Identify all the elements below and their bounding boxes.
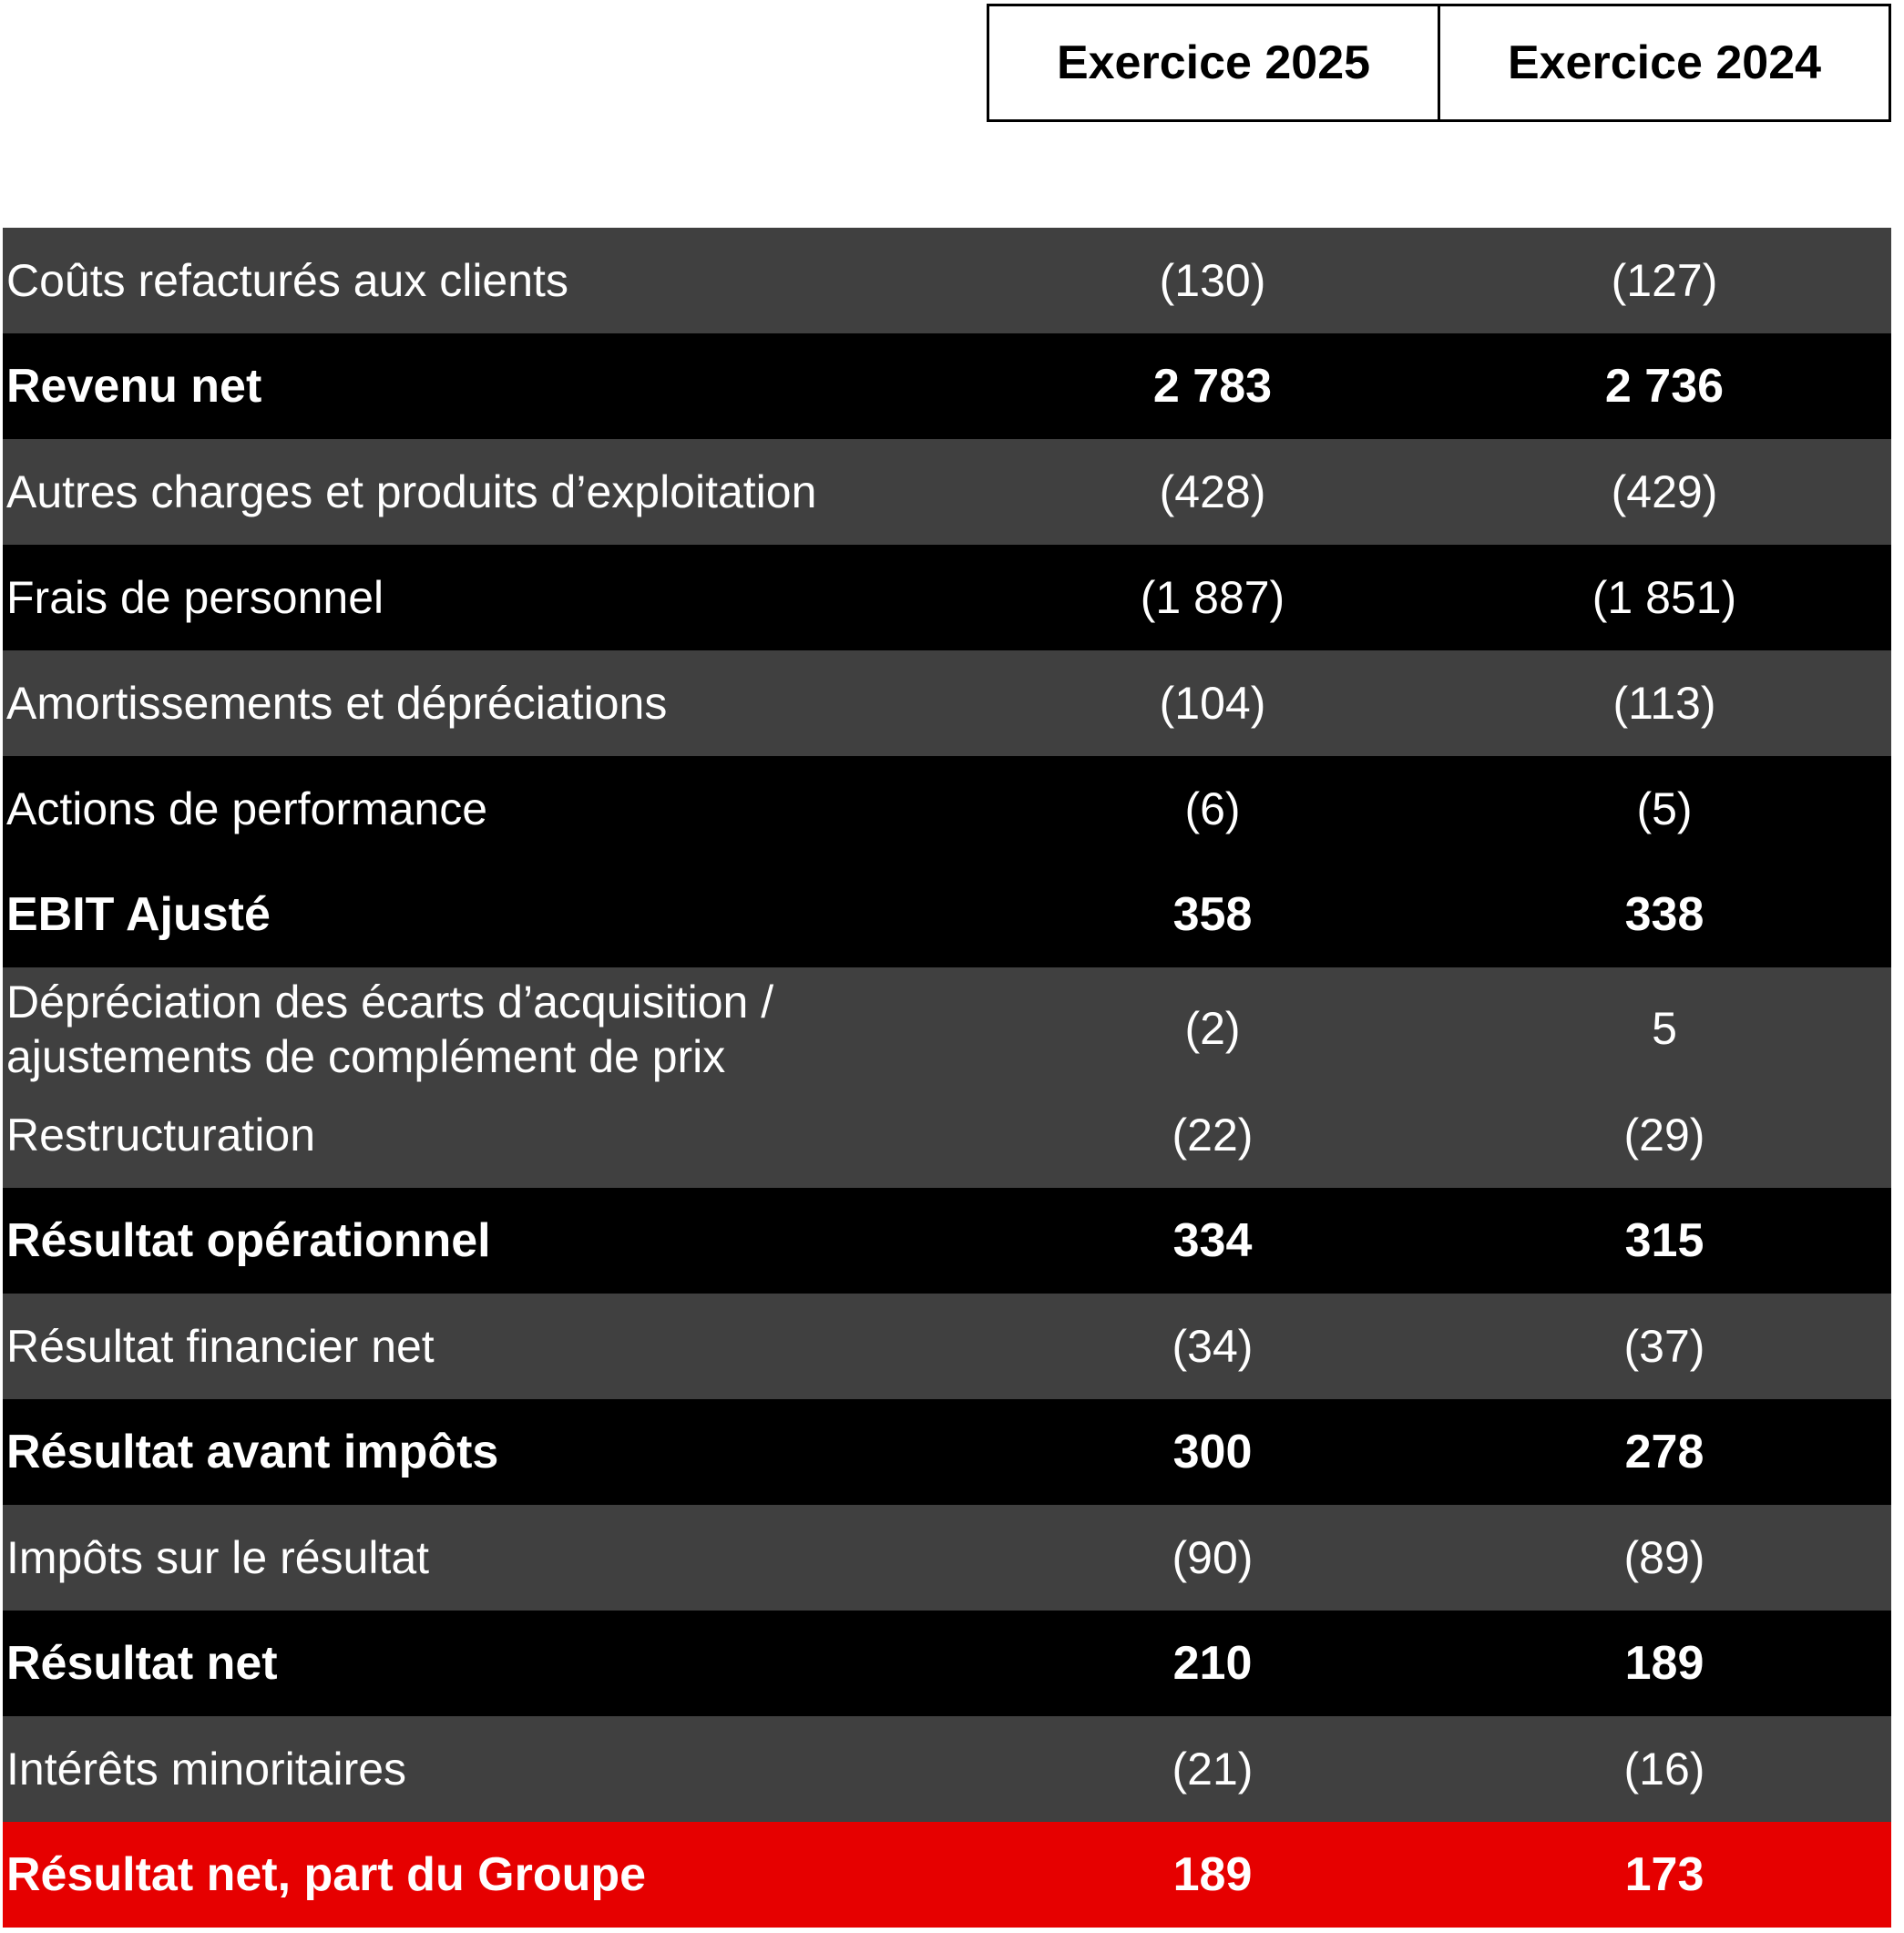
table-row — [3, 1081, 1891, 1188]
value-2025: (104) — [1159, 678, 1266, 729]
value-2025: (2) — [1184, 1003, 1241, 1054]
table-row — [3, 439, 1891, 545]
value-2024: 5 — [1652, 1003, 1677, 1054]
table-row — [3, 967, 1891, 1081]
value-2024: 315 — [1624, 1214, 1704, 1267]
row-label: Impôts sur le résultat — [6, 1532, 430, 1583]
row-label: Autres charges et produits d’exploitation — [6, 466, 817, 517]
column-header — [987, 4, 1891, 122]
value-2024: 278 — [1624, 1426, 1704, 1478]
value-2024: (127) — [1611, 255, 1718, 306]
value-2025: 300 — [1172, 1426, 1253, 1478]
value-2024: (5) — [1636, 783, 1693, 834]
table-row — [3, 228, 1891, 333]
value-2025: (1 887) — [1140, 572, 1285, 623]
value-2025: (21) — [1172, 1744, 1254, 1795]
value-2024: (429) — [1611, 466, 1718, 517]
income-statement-table — [3, 228, 1891, 1928]
table-row — [3, 1188, 1891, 1294]
header-exercice-2024: Exercice 2024 — [1438, 6, 1889, 119]
value-2024: (113) — [1612, 678, 1716, 729]
value-2025: 210 — [1172, 1637, 1253, 1690]
value-2024: 173 — [1624, 1848, 1704, 1901]
value-2025: (90) — [1172, 1532, 1254, 1583]
table-row-highlight — [3, 1822, 1891, 1928]
value-2025: (428) — [1159, 466, 1266, 517]
row-label: Résultat financier net — [6, 1321, 435, 1372]
row-label: Restructuration — [6, 1109, 316, 1161]
table-row — [3, 1505, 1891, 1611]
row-label: Frais de personnel — [6, 572, 384, 623]
table-row — [3, 862, 1891, 967]
row-label-line: Dépréciation des écarts d’acquisition / — [6, 977, 774, 1028]
value-2024: (16) — [1623, 1744, 1705, 1795]
row-label: Amortissements et dépréciations — [6, 678, 668, 729]
value-2025: (34) — [1172, 1321, 1254, 1372]
value-2025: 358 — [1172, 888, 1253, 941]
table-row — [3, 1399, 1891, 1505]
value-2024: (37) — [1623, 1321, 1705, 1372]
row-label: Résultat net, part du Groupe — [6, 1848, 647, 1901]
table-row — [3, 650, 1891, 756]
row-label-line: ajustements de complément de prix — [6, 1031, 726, 1082]
value-2024: (1 851) — [1592, 572, 1737, 623]
table-row — [3, 1611, 1891, 1716]
value-2025: 189 — [1172, 1848, 1253, 1901]
value-2024: 338 — [1624, 888, 1704, 941]
row-label: Intérêts minoritaires — [6, 1744, 407, 1795]
row-label: Coûts refacturés aux clients — [6, 255, 568, 306]
table-row — [3, 545, 1891, 650]
row-label: Résultat opérationnel — [6, 1214, 491, 1267]
table-row — [3, 1716, 1891, 1822]
value-2025: 334 — [1172, 1214, 1253, 1267]
row-label: Résultat avant impôts — [6, 1426, 499, 1478]
value-2025: (6) — [1184, 783, 1241, 834]
value-2024: 2 736 — [1604, 360, 1725, 413]
value-2024: (29) — [1623, 1109, 1705, 1161]
value-2025: (130) — [1159, 255, 1266, 306]
row-label — [3, 967, 987, 1084]
row-label: EBIT Ajusté — [6, 888, 271, 941]
row-label: Revenu net — [6, 360, 262, 413]
header-exercice-2025: Exercice 2025 — [1056, 36, 1371, 89]
value-2025: (22) — [1172, 1109, 1254, 1161]
value-2024: 189 — [1624, 1637, 1704, 1690]
table-row — [3, 756, 1891, 862]
table-row — [3, 333, 1891, 439]
value-2024: (89) — [1623, 1532, 1705, 1583]
value-2025: 2 783 — [1152, 360, 1273, 413]
row-label: Résultat net — [6, 1637, 278, 1690]
table-row — [3, 1294, 1891, 1399]
row-label: Actions de performance — [6, 783, 488, 834]
